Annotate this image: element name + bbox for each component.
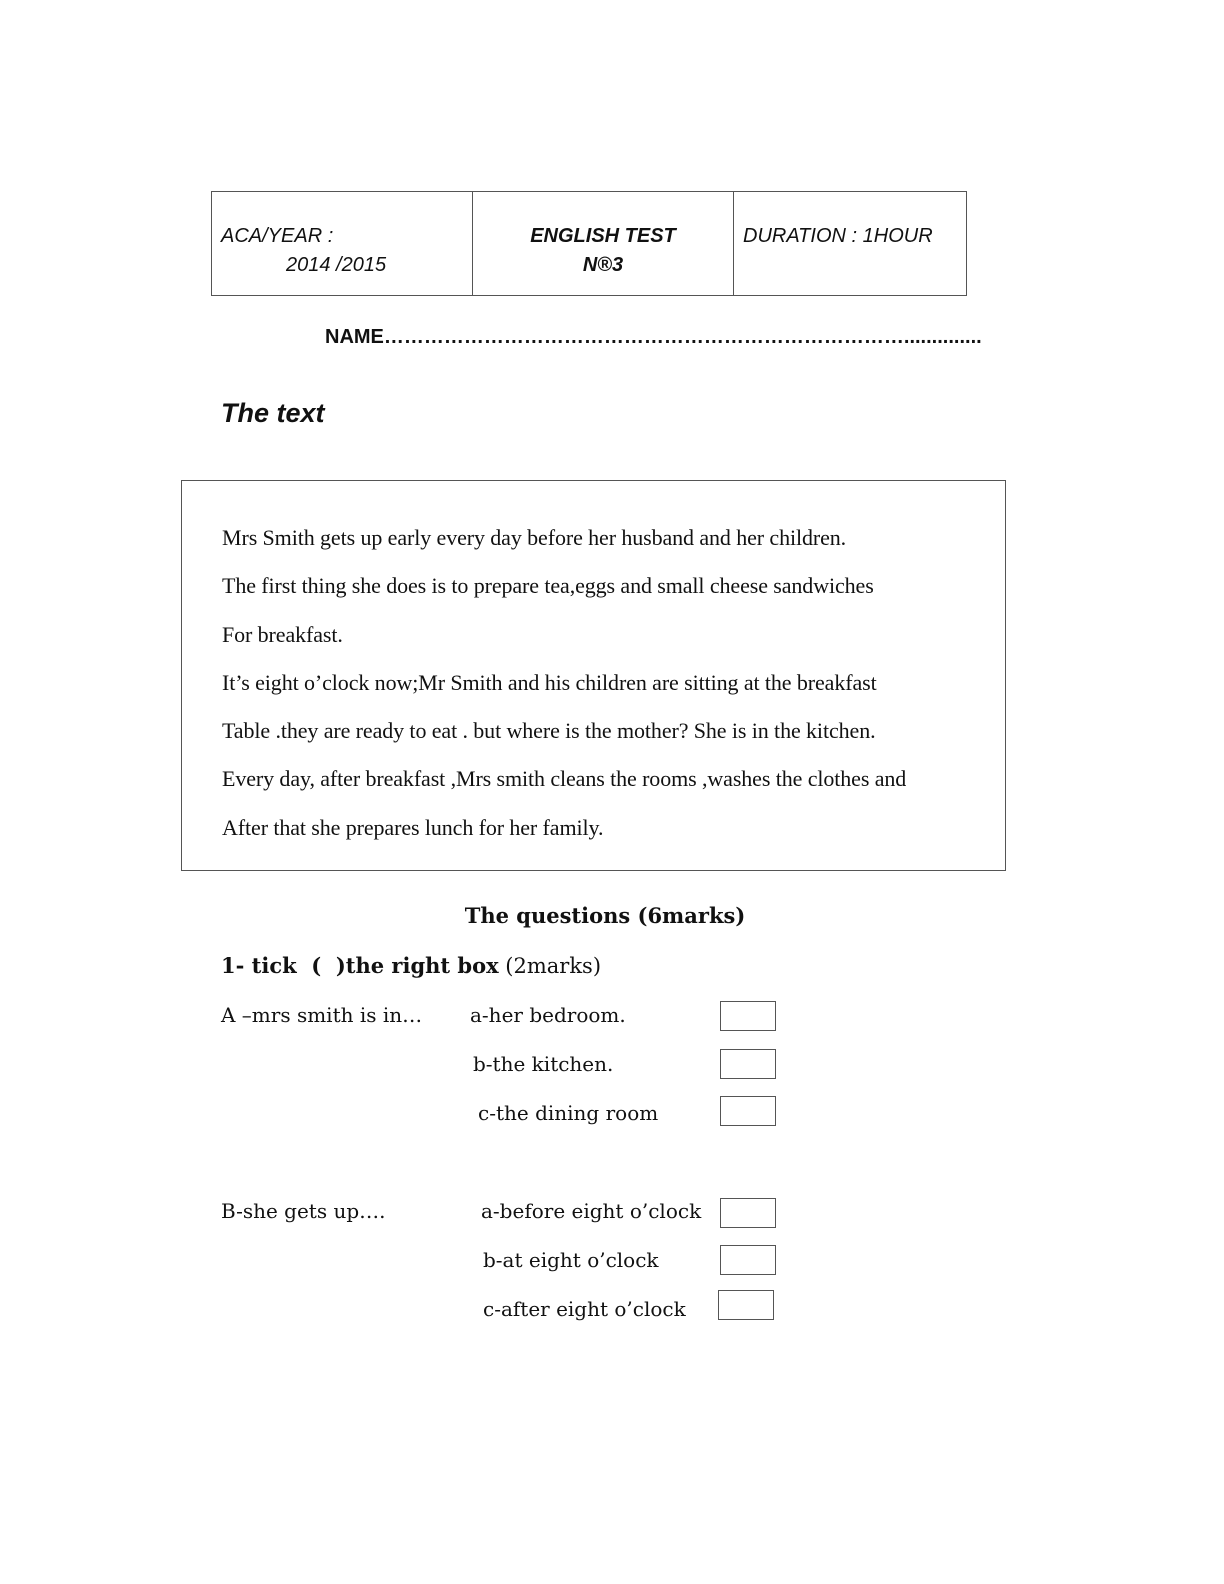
question-1-label [221, 953, 601, 978]
question-b-option-a-checkbox[interactable] [720, 1198, 776, 1228]
reading-passage [181, 480, 1006, 871]
academic-year-label: ACA/YEAR : [221, 225, 334, 247]
test-title-cell [473, 192, 734, 295]
questions-title: The questions (6marks) [464, 903, 746, 928]
question-a-option-c-checkbox[interactable] [720, 1096, 776, 1126]
academic-year-cell [212, 192, 473, 295]
question-b-option-b-checkbox[interactable] [720, 1245, 776, 1275]
question-b-option-a: a-before eight o’clock [481, 1199, 702, 1223]
question-a-option-b-checkbox[interactable] [720, 1049, 776, 1079]
passage-line: Every day, after breakfast ,Mrs smith cleans the rooms ,washes the clothes and [222, 766, 907, 792]
header-table [211, 191, 967, 296]
question-b-prompt: B-she gets up…. [221, 1199, 386, 1223]
question-1-marks: (2marks) [498, 954, 602, 978]
question-a-option-c: c-the dining room [478, 1101, 659, 1125]
question-a-prompt: A –mrs smith is in… [221, 1003, 423, 1027]
passage-line: Mrs Smith gets up early every day before her husband and her children. [222, 525, 847, 550]
question-b-option-c-checkbox[interactable] [718, 1290, 774, 1320]
passage-line: After that she prepares lunch for her family. [222, 814, 604, 840]
academic-year-value: 2014 /2015 [286, 254, 387, 276]
passage-line: For breakfast. [222, 621, 343, 647]
question-1-instruction: 1- tick ( )the right box [221, 953, 499, 978]
question-a-option-a-checkbox[interactable] [720, 1001, 776, 1031]
name-field[interactable]: NAME…………………………………………………………………….............. [325, 326, 982, 348]
passage-line: The first thing she does is to prepare tea,eggs and small cheese sandwiches [222, 573, 874, 599]
passage-line: It’s eight o’clock now;Mr Smith and his children are sitting at the breakfast [222, 669, 877, 695]
question-a-option-b: b-the kitchen. [473, 1052, 614, 1076]
question-a-option-a: a-her bedroom. [470, 1003, 626, 1027]
section-heading: The text [221, 398, 325, 428]
test-number: N®3 [582, 254, 624, 276]
test-title: ENGLISH TEST [530, 225, 676, 247]
passage-line: Table .they are ready to eat . but where is the mother? She is in the kitchen. [222, 718, 876, 744]
duration-label: DURATION : 1HOUR [743, 225, 933, 247]
duration-cell [734, 192, 966, 295]
question-b-option-b: b-at eight o’clock [483, 1248, 659, 1272]
question-b-option-c: c-after eight o’clock [483, 1297, 686, 1321]
